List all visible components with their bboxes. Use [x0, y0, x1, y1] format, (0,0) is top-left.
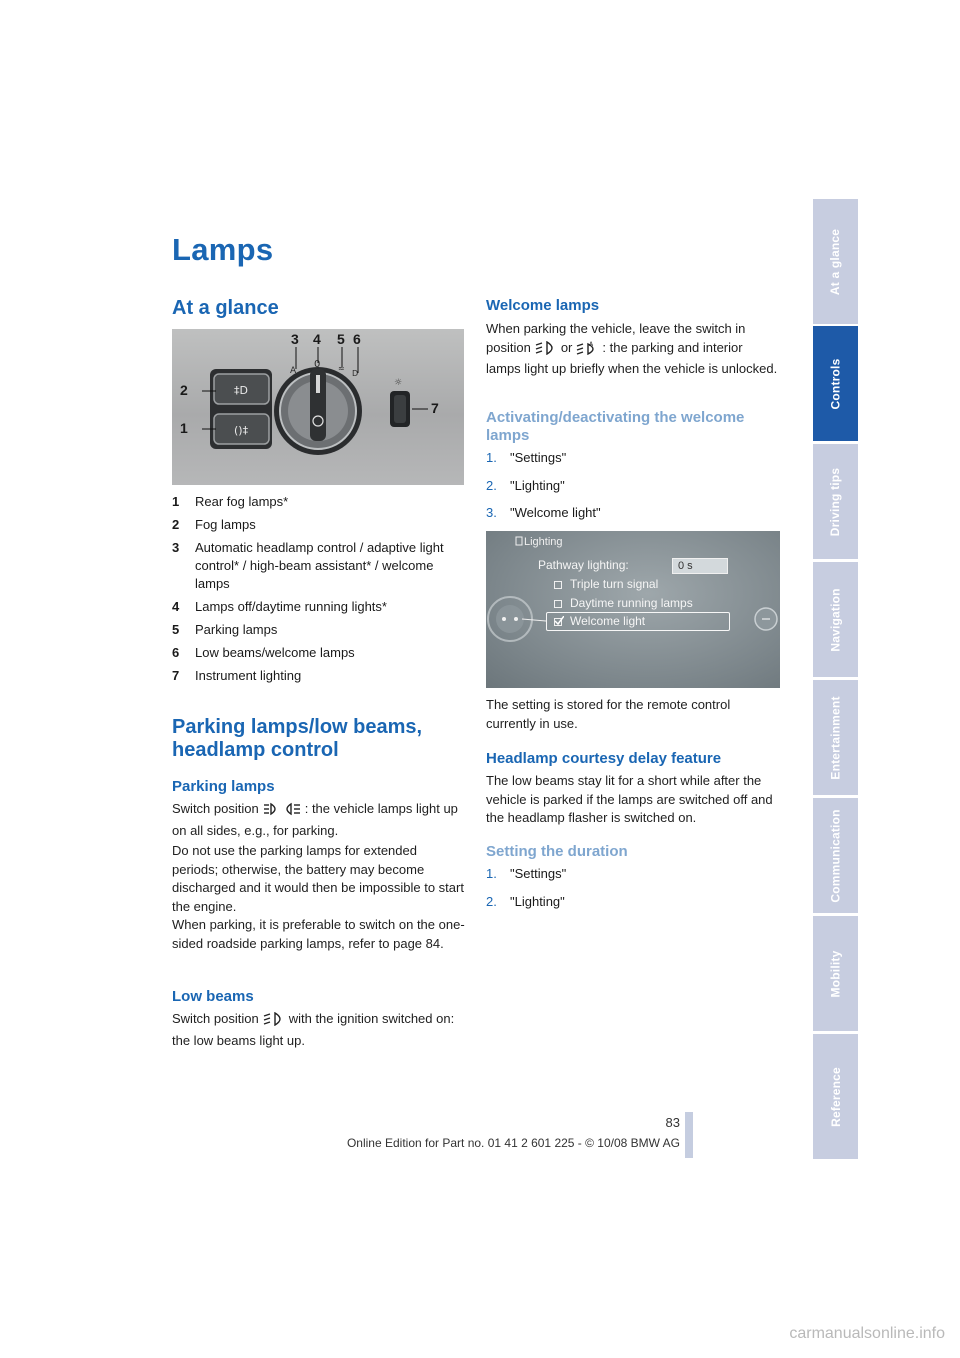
tab-communication[interactable]: Communication [813, 798, 858, 913]
callout-4: 4 [313, 331, 321, 347]
low-beams-heading: Low beams [172, 988, 254, 1005]
option-triple-turn-signal[interactable]: Triple turn signal [554, 577, 658, 591]
list-item: 3. "Welcome light" [486, 505, 601, 520]
option-daytime-running-lamps[interactable]: Daytime running lamps [554, 596, 693, 610]
tab-driving-tips[interactable]: Driving tips [813, 444, 858, 559]
callout-3: 3 [291, 331, 299, 347]
svg-text:≈: ≈ [338, 364, 345, 373]
tab-controls[interactable]: Controls [813, 326, 858, 441]
footer-bar [685, 1112, 693, 1158]
courtesy-delay-text: The low beams stay lit for a short while after the vehicle is parked if the lamps are switched off and the headlamp flasher is switched on. [486, 773, 773, 825]
parking-lamps-text: Switch position : the vehicle lamps light up on all sides, e.g., for parking. [172, 801, 458, 838]
svg-text:()‡: ()‡ [234, 424, 249, 437]
parking-lamps-note: When parking, it is preferable to switch on the one-sided roadside parking lamps, refer to page 84. [172, 917, 465, 951]
pathway-lighting-value[interactable]: 0 s [672, 558, 728, 574]
callout-7: 7 [431, 400, 439, 416]
setting-stored-note: The setting is stored for the remote control currently in use. [486, 697, 731, 731]
screen-header: Lighting [524, 536, 563, 548]
svg-text:☼: ☼ [394, 378, 403, 388]
list-item: 3 Automatic headlamp control / adaptive light control* / high-beam assistant* / welcome lamps [172, 540, 444, 591]
svg-text:A: A [290, 366, 297, 376]
list-item: 2. "Lighting" [486, 477, 565, 493]
low-beams-text: Switch position with the ignition switched on: the low beams light up. [172, 1011, 455, 1048]
watermark: carmanualsonline.info [789, 1325, 945, 1342]
welcome-steps-list [486, 449, 780, 532]
parking-lamps-warning: Do not use the parking lamps for extended periods; otherwise, the battery may become discharged and it would then be impossible to start the engine. [172, 843, 464, 914]
checkbox-icon [554, 581, 562, 589]
page-title: Lamps [172, 232, 274, 267]
list-item: 1 Rear fog lamps* [172, 494, 289, 509]
duration-steps-list [486, 865, 780, 920]
at-a-glance-heading: At a glance [172, 297, 279, 319]
checked-checkbox-icon [554, 618, 562, 626]
welcome-lamps-text: When parking the vehicle, leave the switch in position or A : the parking and interior lamps light up briefly when the vehicle is unlocked. [486, 321, 778, 376]
footer-text: Online Edition for Part no. 01 41 2 601 225 - © 10/08 BMW AG [346, 1136, 680, 1150]
list-item: 2. "Lighting" [486, 893, 565, 909]
tab-reference[interactable]: Reference [813, 1034, 858, 1159]
tab-navigation[interactable]: Navigation [813, 562, 858, 677]
callout-2: 2 [180, 382, 188, 398]
parking-section-heading: Parking lamps/low beams, headlamp control [172, 716, 423, 761]
parking-lamps-icon [263, 802, 301, 822]
setting-duration-heading: Setting the duration [486, 843, 628, 860]
option-welcome-light[interactable]: Welcome light [554, 614, 645, 628]
page-number: 83 [665, 1115, 680, 1130]
low-beams-icon [263, 1012, 285, 1032]
parking-lamps-heading: Parking lamps [172, 778, 275, 795]
tab-mobility[interactable]: Mobility [813, 916, 858, 1031]
callout-5: 5 [337, 331, 345, 347]
pathway-lighting-label: Pathway lighting: [538, 558, 629, 572]
welcome-lamps-heading: Welcome lamps [486, 297, 600, 314]
lighting-menu-screenshot [486, 531, 780, 688]
checkbox-icon [554, 600, 562, 608]
list-item: 7 Instrument lighting [172, 668, 302, 683]
low-beams-icon [535, 341, 557, 361]
tab-entertainment[interactable]: Entertainment [813, 680, 858, 795]
activate-welcome-heading: Activating/deactivating the welcome lamps [486, 409, 745, 444]
svg-text:A: A [589, 340, 594, 348]
list-item: 6 Low beams/welcome lamps [172, 645, 355, 660]
list-item: 4 Lamps off/daytime running lights* [172, 599, 387, 614]
automatic-headlamp-icon [576, 341, 598, 361]
svg-text:D: D [352, 369, 359, 378]
list-item: 1. "Settings" [486, 866, 567, 881]
callout-1: 1 [180, 420, 188, 436]
list-item: 1. "Settings" [486, 450, 567, 465]
svg-text:0: 0 [314, 359, 321, 370]
courtesy-delay-heading: Headlamp courtesy delay feature [486, 750, 722, 767]
list-item: 5 Parking lamps [172, 622, 278, 637]
lamps-legend-list [172, 493, 466, 690]
callout-6: 6 [353, 331, 361, 347]
light-switch-photo [172, 329, 464, 485]
list-item: 2 Fog lamps [172, 517, 256, 532]
tab-at-a-glance[interactable]: At a glance [813, 199, 858, 324]
svg-text:‡D: ‡D [234, 384, 248, 397]
